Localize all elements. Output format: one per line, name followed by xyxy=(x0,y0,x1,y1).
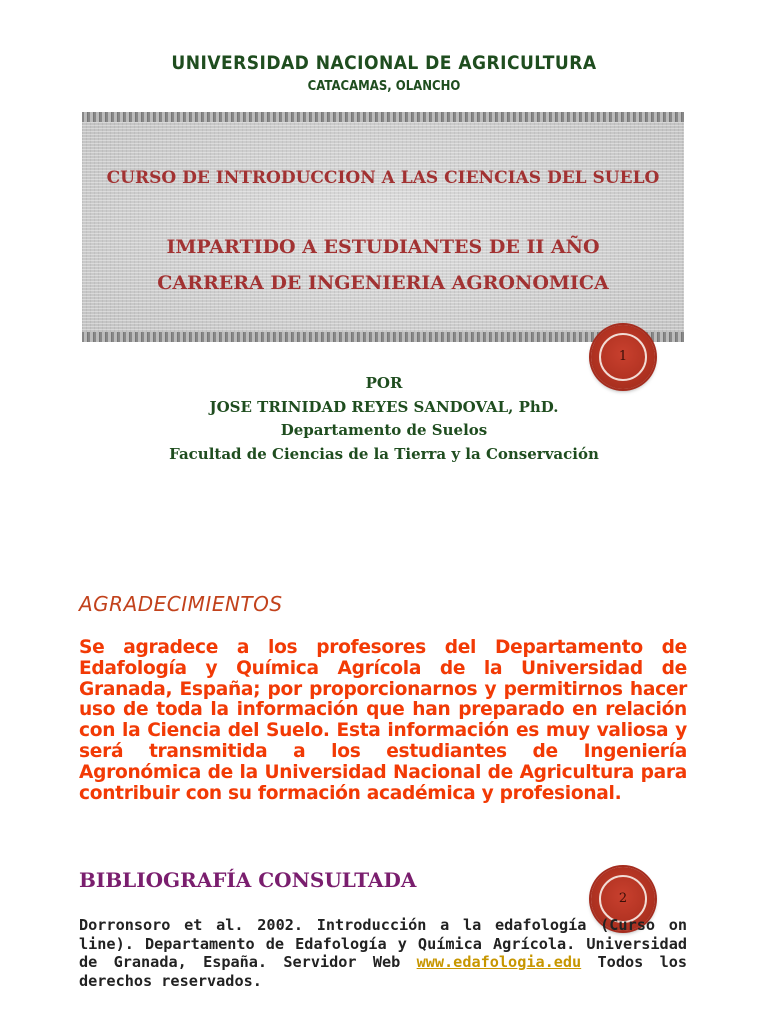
author-name: JOSE TRINIDAD REYES SANDOVAL, PhD. xyxy=(209,397,559,416)
university-title: UNIVERSIDAD NACIONAL DE AGRICULTURA xyxy=(171,52,597,74)
author-block xyxy=(0,372,768,466)
bibliography-rights: Todos los derechos reservados. xyxy=(79,953,687,990)
bibliography-entry xyxy=(79,916,687,990)
bibliography-text: Dorronsoro et al. 2002. Introducción a la edafología (Curso on line). Departamento de Edafología y Química Agrícola. Universidad de Granada, España. Servidor Web xyxy=(79,916,687,971)
acknowledgements-heading: AGRADECIMIENTOS xyxy=(79,592,283,616)
bibliography-heading: BIBLIOGRAFÍA CONSULTADA xyxy=(79,868,417,892)
author-by: POR xyxy=(365,374,403,392)
course-career: CARRERA DE INGENIERIA AGRONOMICA xyxy=(157,272,609,294)
banner-top-edge xyxy=(82,112,684,122)
course-audience: IMPARTIDO A ESTUDIANTES DE II AÑO xyxy=(166,236,600,258)
author-faculty: Facultad de Ciencias de la Tierra y la Conservación xyxy=(169,444,599,463)
page-number-2: 2 xyxy=(618,891,628,906)
author-department: Departamento de Suelos xyxy=(280,421,488,439)
university-location: CATACAMAS, OLANCHO xyxy=(307,79,461,94)
course-banner xyxy=(82,112,684,342)
page-number-1: 1 xyxy=(618,349,628,364)
slide-2 xyxy=(0,512,768,1024)
bibliography-link[interactable]: www.edafologia.edu xyxy=(416,953,582,971)
course-title: CURSO DE INTRODUCCION A LAS CIENCIAS DEL SUELO xyxy=(106,168,660,188)
acknowledgements-text: Se agradece a los profesores del Departamento de Edafología y Química Agrícola de la Universidad de Granada, España; por proporcionarnos y permitirnos hacer uso de toda la información que han preparado en relación con la Ciencia del Suelo. Esta información es muy valiosa y será transmitida a los estudiantes de Ingeniería Agronómica de la Universidad Nacional de Agricultura para contribuir con su formación académica y profesional. xyxy=(79,637,687,804)
